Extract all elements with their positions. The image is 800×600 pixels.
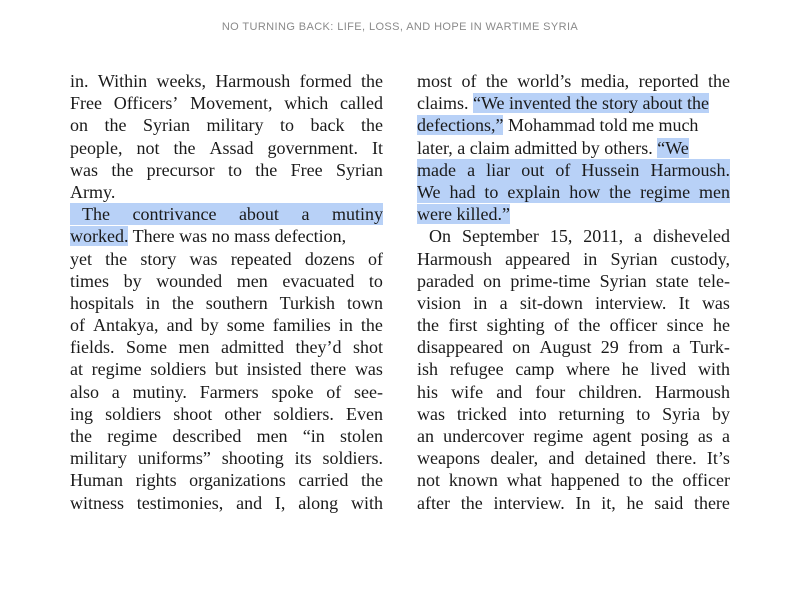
word: shot bbox=[352, 337, 383, 358]
word: the bbox=[173, 137, 196, 158]
word: testimonies, bbox=[136, 492, 224, 513]
word: It bbox=[371, 137, 383, 158]
word: the bbox=[70, 426, 92, 446]
text-line bbox=[417, 225, 730, 247]
word: interview. bbox=[493, 492, 565, 513]
word: Some bbox=[126, 337, 168, 358]
word: liar bbox=[486, 159, 511, 180]
word: wife bbox=[451, 381, 484, 402]
word: organizations bbox=[189, 470, 286, 491]
word: the bbox=[360, 71, 383, 91]
word: by bbox=[200, 315, 219, 336]
word: and bbox=[166, 315, 193, 336]
word: in bbox=[473, 292, 488, 313]
word: mutiny bbox=[331, 204, 383, 225]
text-line bbox=[417, 447, 730, 469]
word: contrivance bbox=[132, 204, 217, 225]
word: in. bbox=[70, 71, 89, 91]
word: story bbox=[140, 248, 177, 269]
word: interview. bbox=[595, 292, 667, 313]
text-line bbox=[70, 137, 383, 159]
word: Turkish bbox=[279, 292, 336, 313]
word: reported bbox=[638, 71, 699, 91]
word: and bbox=[548, 448, 575, 469]
word: with bbox=[697, 359, 730, 380]
text-line bbox=[70, 425, 383, 447]
word: families bbox=[272, 315, 331, 336]
word: agent bbox=[592, 426, 632, 446]
word: Free bbox=[290, 159, 323, 180]
word: where bbox=[565, 359, 610, 380]
word: the bbox=[104, 115, 127, 136]
word: witness bbox=[70, 492, 124, 513]
word: a bbox=[111, 381, 120, 402]
word: On bbox=[429, 226, 451, 247]
word: along bbox=[298, 492, 339, 513]
word: called bbox=[340, 93, 383, 114]
text-line bbox=[70, 114, 383, 136]
word: back bbox=[310, 115, 345, 136]
word: rights bbox=[135, 470, 177, 491]
word: weeks, bbox=[156, 71, 206, 91]
text-line bbox=[417, 181, 730, 203]
word: with bbox=[350, 492, 383, 513]
word: about bbox=[238, 204, 279, 225]
word: but bbox=[214, 359, 238, 380]
word: detained bbox=[584, 448, 646, 469]
word: also bbox=[70, 381, 99, 402]
word: explain bbox=[507, 181, 561, 202]
word: wounded bbox=[156, 270, 223, 291]
word: he bbox=[712, 315, 730, 336]
word: since bbox=[666, 315, 704, 336]
word: first bbox=[448, 315, 478, 336]
word: “in bbox=[302, 426, 325, 446]
word: it, bbox=[601, 492, 616, 513]
word: Harmoush. bbox=[650, 159, 730, 180]
word: and bbox=[496, 381, 523, 402]
text-line bbox=[70, 270, 383, 292]
word: repeated bbox=[230, 248, 292, 269]
word: of bbox=[461, 71, 477, 91]
word: into bbox=[518, 403, 547, 424]
word: an bbox=[417, 426, 434, 446]
word: Syria bbox=[662, 403, 701, 424]
word: Even bbox=[345, 403, 383, 424]
word: to bbox=[227, 159, 242, 180]
word: out bbox=[521, 159, 545, 180]
word: yet bbox=[70, 248, 92, 269]
word: It’s bbox=[706, 448, 730, 469]
word: Syrian bbox=[335, 159, 383, 180]
word: the bbox=[361, 115, 383, 136]
word: some bbox=[226, 315, 265, 336]
word: at bbox=[70, 359, 83, 380]
word: he bbox=[626, 492, 644, 513]
word: see- bbox=[354, 381, 383, 402]
word: on bbox=[512, 337, 531, 358]
text-line bbox=[70, 358, 383, 380]
word: the bbox=[609, 181, 632, 202]
word: other bbox=[224, 403, 262, 424]
word: Assad bbox=[209, 137, 254, 158]
word: paraded bbox=[417, 270, 474, 291]
word: known bbox=[448, 470, 498, 491]
word: had bbox=[449, 181, 476, 202]
word: prime-time bbox=[510, 270, 591, 291]
word: by bbox=[711, 403, 730, 424]
highlighted-text[interactable]: worked. bbox=[70, 226, 129, 247]
word: happened bbox=[550, 470, 620, 491]
word: a bbox=[721, 426, 730, 446]
word: soldiers. bbox=[322, 448, 383, 469]
word: ish bbox=[417, 359, 439, 380]
highlighted-text[interactable]: “We invented the story about the bbox=[473, 93, 709, 114]
word: Syrian bbox=[610, 248, 658, 269]
word: most bbox=[417, 71, 453, 91]
word: Within bbox=[97, 71, 148, 91]
word: there bbox=[693, 492, 730, 513]
word: after bbox=[417, 492, 450, 513]
word: mutiny. bbox=[132, 381, 187, 402]
word: the bbox=[460, 492, 483, 513]
text-line bbox=[417, 92, 730, 114]
word: not bbox=[417, 470, 441, 491]
word: was bbox=[354, 359, 383, 380]
word: military bbox=[206, 115, 264, 136]
highlighted-text[interactable]: “We bbox=[657, 137, 689, 158]
word: by bbox=[123, 270, 142, 291]
word: regime bbox=[533, 426, 584, 446]
word: to bbox=[628, 470, 643, 491]
word: of bbox=[326, 381, 342, 402]
line-text: later, a claim admitted by others. bbox=[417, 137, 658, 158]
right-text-column bbox=[417, 70, 730, 514]
text-line bbox=[70, 292, 383, 314]
word: evacuated bbox=[282, 270, 355, 291]
word: in bbox=[145, 292, 160, 313]
word: In bbox=[575, 492, 591, 513]
word: carried bbox=[298, 470, 349, 491]
word: undercover bbox=[443, 426, 525, 446]
word: town bbox=[346, 292, 383, 313]
word: children. bbox=[578, 381, 642, 402]
word: Free bbox=[70, 93, 102, 114]
running-header: NO TURNING BACK: LIFE, LOSS, AND HOPE IN WARTIME SYRIA bbox=[221, 21, 579, 33]
word: shoot bbox=[173, 403, 213, 424]
line-text: Army. bbox=[70, 181, 116, 202]
word: which bbox=[284, 93, 329, 114]
word: officer bbox=[682, 470, 730, 491]
text-line bbox=[417, 292, 730, 314]
text-line bbox=[70, 248, 383, 270]
word: appeared bbox=[505, 248, 571, 269]
word: I, bbox=[274, 492, 286, 513]
text-line bbox=[417, 203, 730, 225]
word: uniforms” bbox=[137, 448, 211, 469]
word: It bbox=[678, 292, 690, 313]
word: 15, bbox=[549, 226, 573, 247]
word: how bbox=[569, 181, 601, 202]
text-line bbox=[417, 270, 730, 292]
word: was bbox=[417, 403, 445, 424]
word: the bbox=[360, 315, 383, 336]
highlighted-text[interactable]: were killed.” bbox=[417, 204, 510, 225]
word: media, bbox=[580, 71, 630, 91]
word: on bbox=[70, 115, 88, 136]
word: to bbox=[484, 181, 499, 202]
word: September bbox=[461, 226, 539, 247]
word: there. bbox=[656, 448, 697, 469]
word: returning bbox=[558, 403, 625, 424]
word: the bbox=[111, 159, 134, 180]
word: of bbox=[367, 248, 383, 269]
word: the bbox=[578, 315, 601, 336]
word: there bbox=[310, 359, 347, 380]
word: sit-down bbox=[519, 292, 583, 313]
word: the bbox=[417, 315, 439, 336]
word: soldiers. bbox=[273, 403, 334, 424]
word: the bbox=[360, 470, 383, 491]
word: was bbox=[70, 159, 98, 180]
text-line bbox=[417, 314, 730, 336]
word: men bbox=[178, 337, 210, 358]
word: of bbox=[70, 315, 85, 336]
text-line bbox=[417, 492, 730, 514]
word: a bbox=[301, 204, 310, 225]
word: regime bbox=[640, 181, 691, 202]
word: refugee bbox=[449, 359, 504, 380]
text-line bbox=[70, 336, 383, 358]
text-line bbox=[417, 114, 730, 136]
word: southern bbox=[205, 292, 268, 313]
text-line bbox=[70, 314, 383, 336]
word: shooting bbox=[221, 448, 284, 469]
word: men bbox=[256, 426, 288, 446]
word: Movement, bbox=[190, 93, 273, 114]
word: disappeared bbox=[417, 337, 503, 358]
word: disheveled bbox=[653, 226, 730, 247]
text-line bbox=[70, 447, 383, 469]
word: men bbox=[236, 270, 268, 291]
word: the bbox=[105, 248, 128, 269]
word: his bbox=[417, 381, 439, 402]
word: regime bbox=[91, 359, 142, 380]
word: Antakya, bbox=[93, 315, 159, 336]
word: fields. bbox=[70, 337, 115, 358]
word: world’s bbox=[517, 71, 572, 91]
word: tele- bbox=[697, 270, 730, 291]
word: the bbox=[708, 71, 730, 91]
word: The bbox=[82, 204, 110, 225]
word: Farmers bbox=[199, 381, 259, 402]
text-line bbox=[417, 469, 730, 491]
word: Syrian bbox=[143, 115, 190, 136]
word: admitted bbox=[221, 337, 284, 358]
text-line bbox=[417, 403, 730, 425]
word: tricked bbox=[456, 403, 507, 424]
text-line bbox=[70, 492, 383, 514]
word: 2011, bbox=[583, 226, 624, 247]
word: Syrian bbox=[599, 270, 647, 291]
text-line bbox=[417, 336, 730, 358]
line-text: There was no mass defection, bbox=[128, 226, 347, 247]
word: made bbox=[417, 159, 456, 180]
word: vision bbox=[417, 292, 462, 313]
word: described bbox=[172, 426, 242, 446]
text-line bbox=[70, 225, 383, 247]
word: in bbox=[338, 315, 353, 336]
word: the bbox=[651, 470, 674, 491]
word: the bbox=[485, 71, 508, 91]
word: Human bbox=[70, 470, 123, 491]
word: the bbox=[171, 292, 194, 313]
word: Harmoush bbox=[654, 381, 730, 402]
word: he bbox=[621, 359, 639, 380]
word: weapons bbox=[417, 448, 480, 469]
word: to bbox=[636, 403, 651, 424]
word: custody, bbox=[670, 248, 730, 269]
word: people, bbox=[70, 137, 123, 158]
word: in bbox=[583, 248, 598, 269]
word: precursor bbox=[146, 159, 215, 180]
word: from bbox=[628, 337, 664, 358]
text-line bbox=[70, 469, 383, 491]
text-line bbox=[70, 403, 383, 425]
word: We bbox=[417, 181, 441, 202]
left-text-column bbox=[70, 70, 383, 514]
word: Turk- bbox=[689, 337, 730, 358]
word: to bbox=[368, 270, 383, 291]
line-text: claims. bbox=[417, 93, 473, 114]
word: of bbox=[554, 315, 569, 336]
word: officer bbox=[609, 315, 658, 336]
text-line bbox=[417, 248, 730, 270]
word: soldiers bbox=[150, 359, 207, 380]
word: to bbox=[280, 115, 295, 136]
word: said bbox=[654, 492, 684, 513]
word: Officers’ bbox=[113, 93, 179, 114]
word: Harmoush bbox=[417, 248, 492, 269]
word: as bbox=[697, 426, 713, 446]
word: they’d bbox=[295, 337, 342, 358]
word: times bbox=[70, 270, 109, 291]
word: four bbox=[535, 381, 566, 402]
word: soldiers bbox=[105, 403, 162, 424]
word: hospitals bbox=[70, 292, 135, 313]
text-line bbox=[417, 159, 730, 181]
word: Hussein bbox=[581, 159, 640, 180]
text-line bbox=[70, 70, 383, 92]
word: military bbox=[70, 448, 127, 469]
word: Harmoush bbox=[215, 71, 291, 91]
word: men bbox=[698, 181, 730, 202]
word: a bbox=[467, 159, 476, 180]
line-text: Mohammad told me much bbox=[503, 115, 699, 136]
word: a bbox=[499, 292, 508, 313]
word: August bbox=[539, 337, 592, 358]
text-line bbox=[70, 181, 383, 203]
word: state bbox=[655, 270, 689, 291]
text-line bbox=[417, 358, 730, 380]
word: sighting bbox=[486, 315, 545, 336]
word: on bbox=[483, 270, 502, 291]
word: formed bbox=[299, 71, 352, 91]
text-line bbox=[417, 70, 730, 92]
word: a bbox=[672, 337, 681, 358]
word: government. bbox=[267, 137, 358, 158]
text-line bbox=[70, 203, 383, 225]
word: regime bbox=[107, 426, 158, 446]
word: stolen bbox=[339, 426, 383, 446]
word: not bbox=[136, 137, 160, 158]
word: the bbox=[255, 159, 278, 180]
word: was bbox=[701, 292, 730, 313]
word: dealer, bbox=[490, 448, 539, 469]
text-line bbox=[417, 381, 730, 403]
word: ing bbox=[70, 403, 94, 424]
word: what bbox=[506, 470, 542, 491]
word: was bbox=[189, 248, 218, 269]
word: of bbox=[555, 159, 571, 180]
word: 29 bbox=[600, 337, 619, 358]
word: a bbox=[634, 226, 643, 247]
word: and bbox=[236, 492, 263, 513]
text-line bbox=[70, 159, 383, 181]
text-line bbox=[70, 381, 383, 403]
text-line bbox=[70, 92, 383, 114]
word: spoke bbox=[271, 381, 314, 402]
text-line bbox=[417, 137, 730, 159]
highlighted-text[interactable]: defections,” bbox=[417, 115, 504, 136]
word: its bbox=[294, 448, 312, 469]
word: insisted bbox=[246, 359, 302, 380]
word: camp bbox=[515, 359, 555, 380]
word: lived bbox=[650, 359, 687, 380]
text-line bbox=[417, 425, 730, 447]
word: posing bbox=[640, 426, 689, 446]
word: dozens bbox=[304, 248, 355, 269]
